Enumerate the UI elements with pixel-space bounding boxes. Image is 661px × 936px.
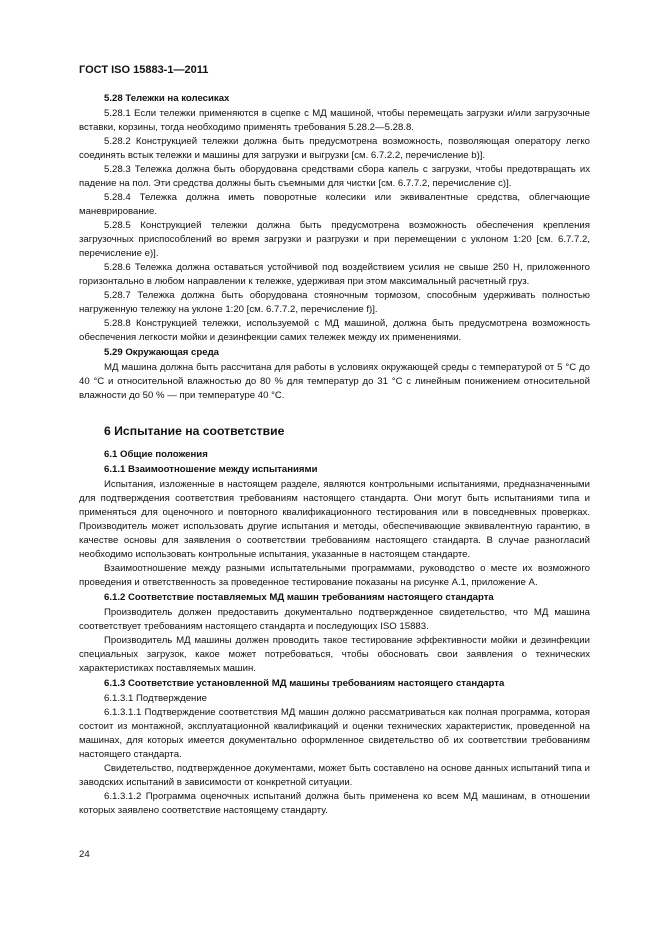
clause-5-28-3: 5.28.3 Тележка должна быть оборудована средствами сбора капель с загрузки, чтобы предотвращать их падение на пол. Эти средства должны быть съемными для чистки [см. 6.7.7.2, перечисление c)].: [79, 164, 590, 189]
clause-5-28-7: 5.28.7 Тележка должна быть оборудована стояночным тормозом, способным удерживать полностью нагруженную тележку на уклоне 1:20 [см. 6.7.7.2, перечисление f)].: [79, 290, 590, 315]
section-heading-6-1-3: 6.1.3 Соответствие установленной МД машины требованиям настоящего стандарта: [104, 678, 505, 689]
section-heading-5-28: 5.28 Тележки на колесиках: [104, 93, 230, 104]
clause-6-1-3-1-2: 6.1.3.1.2 Программа оценочных испытаний должна быть применена ко всем МД машинам, в отношении которых заявлено соответствие настоящему стандарту.: [79, 791, 590, 816]
clause-5-29-text: МД машина должна быть рассчитана для работы в условиях окружающей среды с температурой от 5 °С до 40 °С и относительной влажностью до 80 % для температур до 31 °С с линейным понижением относительной влажности до 50 % — при температуре 40 °С.: [79, 362, 590, 401]
section-heading-6-1-1: 6.1.1 Взаимоотношение между испытаниями: [104, 464, 318, 475]
clause-5-28-2: 5.28.2 Конструкцией тележки должна быть предусмотрена возможность, позволяющая оператору легко соединять встык тележки и машины для загрузки и выгрузки [см. 6.7.2.2, перечисление b)].: [79, 136, 590, 161]
section-heading-6-1: 6.1 Общие положения: [104, 449, 208, 460]
clause-6-1-1-para-1: Испытания, изложенные в настоящем разделе, являются контрольными испытаниями, предназначенными для подтверждения соответствия требованиям настоящего стандарта. Они могут быть испытаниями типа и применяться для оценочного и повторного квалификационного тестирования или в повседневных проверках. Производитель может использовать другие испытания и методы, обеспечивающие эквивалентную гарантию, в качестве основы для заявления о соответствии требованиям настоящего стандарта. В случае разногласий необходимо использовать контрольные испытания, указанные в настоящем стандарте.: [79, 479, 590, 560]
clause-6-1-1-para-2: Взаимоотношение между разными испытательными программами, руководство о месте их возможного проведения и ответственность за проведенное тестирование показаны на рисунке А.1, приложение А.: [79, 563, 590, 588]
clause-5-28-5: 5.28.5 Конструкцией тележки должна быть предусмотрена возможность обеспечения крепления загрузочных приспособлений во время загрузки и разгрузки и при перемещении с уклоном 1:20 [см. 6.7.7.2, перечисление e)].: [79, 220, 590, 259]
section-heading-6-1-2: 6.1.2 Соответствие поставляемых МД машин требованиям настоящего стандарта: [104, 592, 494, 603]
clause-6-1-2-para-2: Производитель МД машины должен проводить такое тестирование эффективности мойки и дезинфекции специальных загрузок, какое может потребоваться, чтобы обосновать свои заявления о технических характеристиках поставляемых машин.: [79, 635, 590, 674]
clause-6-1-3-1-1-para-2: Свидетельство, подтвержденное документами, может быть составлено на основе данных испытаний типа и заводских испытаний в зависимости от конкретной ситуации.: [79, 763, 590, 788]
clause-5-28-8: 5.28.8 Конструкцией тележки, используемой с МД машиной, должна быть предусмотрена возможность обеспечения легкости мойки и дезинфекции самих тележек между их применениями.: [79, 318, 590, 343]
clause-6-1-3-1-1: 6.1.3.1.1 Подтверждение соответствия МД машин должно рассматриваться как полная программа, которая состоит из монтажной, эксплуатационной квалификаций и оценки технических характеристик, проведенной на машинах, для которых имеется документально оформленное свидетельство об их соответствии требованиям настоящего стандарта.: [79, 707, 590, 760]
document-body: [79, 92, 590, 818]
section-heading-5-29: 5.29 Окружающая среда: [104, 347, 220, 358]
document-header: ГОСТ ISO 15883-1—2011: [79, 64, 209, 76]
chapter-heading-6: 6 Испытание на соответствие: [104, 424, 285, 438]
page-number: 24: [79, 849, 90, 860]
clause-5-28-1: 5.28.1 Если тележки применяются в сцепке с МД машиной, чтобы перемещать загрузки и/или загрузочные вставки, корзины, тогда необходимо применять требования 5.28.2—5.28.8.: [79, 108, 590, 133]
clause-5-28-4: 5.28.4 Тележка должна иметь поворотные колесики или эквивалентные средства, облегчающие маневрирование.: [79, 192, 590, 217]
clause-5-28-6: 5.28.6 Тележка должна оставаться устойчивой под воздействием усилия не свыше 250 Н, приложенного горизонтально в любом направлении к тележке, удерживая при этом максимальный расчетный груз.: [79, 262, 590, 287]
clause-6-1-3-1: 6.1.3.1 Подтверждение: [104, 693, 208, 704]
clause-6-1-2-para-1: Производитель должен предоставить документально подтвержденное свидетельство, что МД машина соответствует требованиям настоящего стандарта и последующих ISO 15883.: [79, 607, 590, 632]
